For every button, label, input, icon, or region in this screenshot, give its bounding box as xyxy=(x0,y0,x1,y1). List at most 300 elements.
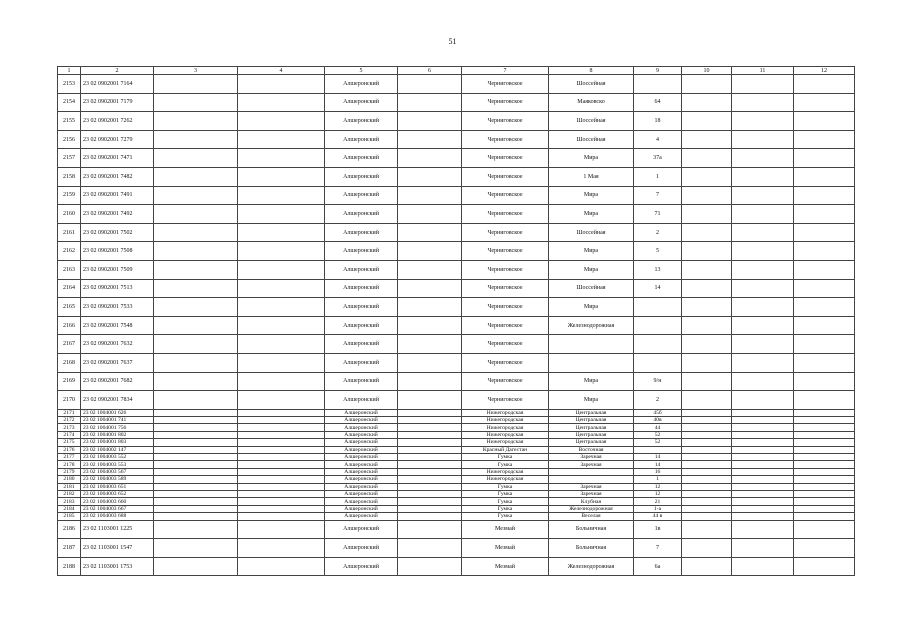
district: Алшеронский xyxy=(325,260,398,279)
house-number: 13 xyxy=(634,260,682,279)
row-number: 2153 xyxy=(58,75,81,94)
settlement: Черниговское xyxy=(462,353,549,372)
street xyxy=(549,353,634,372)
district: Алшеронский xyxy=(325,505,398,512)
cell-col12 xyxy=(794,539,855,558)
house-number: 40в xyxy=(634,417,682,424)
cell-col3 xyxy=(154,483,238,490)
cell-col4 xyxy=(238,468,325,475)
settlement: Черниговское xyxy=(462,93,549,112)
settlement: Нижегородская xyxy=(462,424,549,431)
cell-col10 xyxy=(682,205,732,224)
cell-col10 xyxy=(682,335,732,354)
row-number: 2156 xyxy=(58,130,81,149)
settlement: Черниговское xyxy=(462,205,549,224)
cell-col6 xyxy=(398,498,462,505)
district: Алшеронский xyxy=(325,335,398,354)
cell-col11 xyxy=(732,223,794,242)
row-number: 2180 xyxy=(58,476,81,483)
district: Алшеронский xyxy=(325,490,398,497)
cell-col12 xyxy=(794,454,855,461)
cell-col3 xyxy=(154,513,238,520)
settlement: Черниговское xyxy=(462,279,549,298)
table-row xyxy=(58,112,855,131)
table-row xyxy=(58,539,855,558)
row-number: 2186 xyxy=(58,520,81,539)
cell-col12 xyxy=(794,431,855,438)
cell-col4 xyxy=(238,205,325,224)
row-number: 2173 xyxy=(58,424,81,431)
cell-col3 xyxy=(154,461,238,468)
district: Алшеронский xyxy=(325,417,398,424)
cadastral-code: 23 02 0902001 7502 xyxy=(81,223,154,242)
cell-col6 xyxy=(398,431,462,438)
cell-col3 xyxy=(154,439,238,446)
row-number: 2182 xyxy=(58,490,81,497)
cadastral-code: 23 02 1004003 567 xyxy=(81,468,154,475)
district: Алшеронский xyxy=(325,75,398,94)
house-number: 14 xyxy=(634,279,682,298)
cell-col4 xyxy=(238,520,325,539)
district: Алшеронский xyxy=(325,476,398,483)
house-number: 16 xyxy=(634,468,682,475)
cell-col4 xyxy=(238,75,325,94)
cell-col10 xyxy=(682,409,732,416)
table-row xyxy=(58,468,855,475)
cell-col4 xyxy=(238,298,325,317)
cell-col6 xyxy=(398,513,462,520)
cell-col3 xyxy=(154,353,238,372)
cell-col3 xyxy=(154,454,238,461)
street: Железнодорожная xyxy=(549,316,634,335)
house-number: 1-а xyxy=(634,505,682,512)
cell-col10 xyxy=(682,498,732,505)
cell-col10 xyxy=(682,372,732,391)
house-number: 12 xyxy=(634,490,682,497)
cell-col10 xyxy=(682,431,732,438)
settlement: Черниговское xyxy=(462,298,549,317)
district: Алшеронский xyxy=(325,223,398,242)
table-row xyxy=(58,391,855,410)
house-number: 44 xyxy=(634,424,682,431)
cell-col12 xyxy=(794,498,855,505)
cell-col11 xyxy=(732,93,794,112)
column-header-10: 10 xyxy=(682,67,732,75)
cadastral-code: 23 02 0902001 7492 xyxy=(81,205,154,224)
cell-col11 xyxy=(732,446,794,453)
street: Железнодорожная xyxy=(549,557,634,576)
cell-col3 xyxy=(154,391,238,410)
cadastral-code: 23 02 1004003 660 xyxy=(81,498,154,505)
cadastral-code: 23 02 1004001 803 xyxy=(81,439,154,446)
cell-col4 xyxy=(238,431,325,438)
settlement: Черниговское xyxy=(462,223,549,242)
cell-col3 xyxy=(154,205,238,224)
street: Маяковско xyxy=(549,93,634,112)
cell-col6 xyxy=(398,112,462,131)
cell-col11 xyxy=(732,490,794,497)
cell-col10 xyxy=(682,353,732,372)
cell-col6 xyxy=(398,446,462,453)
row-number: 2171 xyxy=(58,409,81,416)
row-number: 2178 xyxy=(58,461,81,468)
cell-col12 xyxy=(794,167,855,186)
cadastral-code: 23 02 0902001 7471 xyxy=(81,149,154,168)
row-number: 2170 xyxy=(58,391,81,410)
cell-col4 xyxy=(238,454,325,461)
cell-col3 xyxy=(154,279,238,298)
cell-col6 xyxy=(398,316,462,335)
cell-col6 xyxy=(398,130,462,149)
district: Алшеронский xyxy=(325,446,398,453)
cell-col12 xyxy=(794,205,855,224)
table-row xyxy=(58,439,855,446)
cell-col6 xyxy=(398,75,462,94)
district: Алшеронский xyxy=(325,520,398,539)
cell-col12 xyxy=(794,149,855,168)
district: Алшеронский xyxy=(325,298,398,317)
cell-col12 xyxy=(794,439,855,446)
house-number xyxy=(634,446,682,453)
cell-col4 xyxy=(238,391,325,410)
cadastral-code: 23 02 0902001 7632 xyxy=(81,335,154,354)
table-row xyxy=(58,335,855,354)
cell-col6 xyxy=(398,372,462,391)
row-number: 2185 xyxy=(58,513,81,520)
cell-col10 xyxy=(682,468,732,475)
cell-col11 xyxy=(732,468,794,475)
cell-col3 xyxy=(154,468,238,475)
cell-col11 xyxy=(732,260,794,279)
cell-col11 xyxy=(732,439,794,446)
street: Мира xyxy=(549,242,634,261)
cell-col4 xyxy=(238,409,325,416)
cadastral-code: 23 02 0902001 7508 xyxy=(81,242,154,261)
cell-col6 xyxy=(398,439,462,446)
cell-col3 xyxy=(154,505,238,512)
district: Алшеронский xyxy=(325,149,398,168)
cell-col11 xyxy=(732,557,794,576)
table-row xyxy=(58,205,855,224)
cadastral-code: 23 02 1004003 553 xyxy=(81,461,154,468)
cell-col4 xyxy=(238,372,325,391)
district: Алшеронский xyxy=(325,468,398,475)
house-number: 12 xyxy=(634,483,682,490)
cell-col11 xyxy=(732,149,794,168)
cell-col10 xyxy=(682,223,732,242)
cell-col11 xyxy=(732,513,794,520)
row-number: 2157 xyxy=(58,149,81,168)
row-number: 2176 xyxy=(58,446,81,453)
settlement: Нижегородская xyxy=(462,431,549,438)
row-number: 2165 xyxy=(58,298,81,317)
cell-col12 xyxy=(794,316,855,335)
row-number: 2164 xyxy=(58,279,81,298)
cell-col3 xyxy=(154,409,238,416)
cell-col12 xyxy=(794,391,855,410)
street: Шоссейная xyxy=(549,223,634,242)
district: Алшеронский xyxy=(325,186,398,205)
settlement: Мезмай xyxy=(462,520,549,539)
table-row xyxy=(58,446,855,453)
cell-col11 xyxy=(732,539,794,558)
cadastral-code: 23 02 1004003 652 xyxy=(81,490,154,497)
district: Алшеронский xyxy=(325,539,398,558)
house-number: 64 xyxy=(634,93,682,112)
street: Заречная xyxy=(549,483,634,490)
cell-col4 xyxy=(238,279,325,298)
cell-col4 xyxy=(238,539,325,558)
street xyxy=(549,468,634,475)
district: Алшеронский xyxy=(325,557,398,576)
cell-col4 xyxy=(238,490,325,497)
cell-col11 xyxy=(732,167,794,186)
cell-col12 xyxy=(794,446,855,453)
cell-col11 xyxy=(732,520,794,539)
row-number: 2161 xyxy=(58,223,81,242)
cell-col6 xyxy=(398,353,462,372)
district: Алшеронский xyxy=(325,461,398,468)
cell-col4 xyxy=(238,439,325,446)
cell-col11 xyxy=(732,424,794,431)
cadastral-code: 23 02 1103001 1753 xyxy=(81,557,154,576)
table-row xyxy=(58,505,855,512)
cell-col6 xyxy=(398,454,462,461)
street xyxy=(549,476,634,483)
street: Центральная xyxy=(549,409,634,416)
settlement: Черниговское xyxy=(462,242,549,261)
page-number: 51 xyxy=(448,37,457,46)
cell-col10 xyxy=(682,112,732,131)
cadastral-code: 23 02 0902001 7279 xyxy=(81,130,154,149)
settlement: Черниговское xyxy=(462,167,549,186)
cell-col3 xyxy=(154,431,238,438)
district: Алшеронский xyxy=(325,409,398,416)
cell-col6 xyxy=(398,186,462,205)
cadastral-code: 23 02 1004003 589 xyxy=(81,476,154,483)
row-number: 2155 xyxy=(58,112,81,131)
house-number: 4 xyxy=(634,130,682,149)
cell-col4 xyxy=(238,223,325,242)
table-row xyxy=(58,417,855,424)
house-number xyxy=(634,335,682,354)
district: Алшеронский xyxy=(325,353,398,372)
street: Мира xyxy=(549,205,634,224)
cell-col3 xyxy=(154,149,238,168)
row-number: 2181 xyxy=(58,483,81,490)
street: Шоссейная xyxy=(549,279,634,298)
house-number: 5 xyxy=(634,242,682,261)
street: Больничная xyxy=(549,520,634,539)
row-number: 2188 xyxy=(58,557,81,576)
cell-col4 xyxy=(238,112,325,131)
cell-col4 xyxy=(238,335,325,354)
house-number: 52 xyxy=(634,431,682,438)
table-row xyxy=(58,520,855,539)
cadastral-code: 23 02 0902001 7533 xyxy=(81,298,154,317)
cell-col4 xyxy=(238,446,325,453)
cell-col11 xyxy=(732,75,794,94)
settlement: Черниговское xyxy=(462,149,549,168)
table-row xyxy=(58,353,855,372)
cell-col12 xyxy=(794,490,855,497)
street: Шоссейная xyxy=(549,75,634,94)
row-number: 2175 xyxy=(58,439,81,446)
cell-col4 xyxy=(238,242,325,261)
table-row xyxy=(58,483,855,490)
house-number: 52 xyxy=(634,439,682,446)
row-number: 2179 xyxy=(58,468,81,475)
house-number: 21 xyxy=(634,498,682,505)
cadastral-code: 23 02 0902001 7509 xyxy=(81,260,154,279)
cell-col12 xyxy=(794,279,855,298)
cell-col11 xyxy=(732,186,794,205)
cell-col10 xyxy=(682,476,732,483)
district: Алшеронский xyxy=(325,167,398,186)
cell-col4 xyxy=(238,167,325,186)
table-row xyxy=(58,130,855,149)
district: Алшеронский xyxy=(325,112,398,131)
cell-col11 xyxy=(732,505,794,512)
street xyxy=(549,335,634,354)
cell-col3 xyxy=(154,335,238,354)
house-number: 71 xyxy=(634,205,682,224)
cell-col6 xyxy=(398,205,462,224)
table-row xyxy=(58,513,855,520)
cell-col10 xyxy=(682,260,732,279)
settlement: Нижегородская xyxy=(462,439,549,446)
row-number: 2160 xyxy=(58,205,81,224)
cell-col12 xyxy=(794,476,855,483)
street: Восточная xyxy=(549,446,634,453)
header-row xyxy=(58,67,855,75)
house-number xyxy=(634,298,682,317)
cell-col12 xyxy=(794,417,855,424)
cadastral-code: 23 02 1004002 147 xyxy=(81,446,154,453)
cell-col6 xyxy=(398,260,462,279)
row-number: 2154 xyxy=(58,93,81,112)
district: Алшеронский xyxy=(325,279,398,298)
cell-col4 xyxy=(238,130,325,149)
cell-col6 xyxy=(398,539,462,558)
street: Больничная xyxy=(549,539,634,558)
row-number: 2159 xyxy=(58,186,81,205)
district: Алшеронский xyxy=(325,93,398,112)
cell-col6 xyxy=(398,335,462,354)
table-row xyxy=(58,498,855,505)
cell-col11 xyxy=(732,353,794,372)
house-number: 1в xyxy=(634,520,682,539)
street: Центральная xyxy=(549,431,634,438)
table-row xyxy=(58,75,855,94)
house-number xyxy=(634,316,682,335)
cadastral-code: 23 02 1004001 802 xyxy=(81,431,154,438)
cell-col11 xyxy=(732,372,794,391)
cell-col10 xyxy=(682,539,732,558)
cadastral-code: 23 02 0902001 7262 xyxy=(81,112,154,131)
cell-col12 xyxy=(794,513,855,520)
street: Шоссейная xyxy=(549,112,634,131)
cell-col12 xyxy=(794,223,855,242)
house-number: 1 xyxy=(634,167,682,186)
cadastral-code: 23 02 0902001 7482 xyxy=(81,167,154,186)
cell-col3 xyxy=(154,130,238,149)
district: Алшеронский xyxy=(325,439,398,446)
settlement: Гумка xyxy=(462,454,549,461)
cell-col4 xyxy=(238,505,325,512)
cell-col6 xyxy=(398,93,462,112)
cell-col6 xyxy=(398,223,462,242)
table-row xyxy=(58,557,855,576)
column-header-12: 12 xyxy=(794,67,855,75)
cell-col10 xyxy=(682,186,732,205)
cadastral-code: 23 02 1004001 626 xyxy=(81,409,154,416)
cell-col3 xyxy=(154,260,238,279)
settlement: Черниговское xyxy=(462,316,549,335)
district: Алшеронский xyxy=(325,205,398,224)
cell-col6 xyxy=(398,468,462,475)
column-header-8: 8 xyxy=(549,67,634,75)
table-row xyxy=(58,298,855,317)
street: Центральная xyxy=(549,439,634,446)
settlement: Гумка xyxy=(462,483,549,490)
cell-col3 xyxy=(154,498,238,505)
row-number: 2187 xyxy=(58,539,81,558)
house-number xyxy=(634,75,682,94)
cell-col4 xyxy=(238,353,325,372)
cadastral-code: 23 02 1004001 756 xyxy=(81,424,154,431)
street: Заречная xyxy=(549,490,634,497)
settlement: Гумка xyxy=(462,490,549,497)
street: Заречная xyxy=(549,461,634,468)
house-number: 7 xyxy=(634,539,682,558)
cadastral-code: 23 02 1004003 667 xyxy=(81,505,154,512)
cell-col4 xyxy=(238,513,325,520)
street: Клубная xyxy=(549,498,634,505)
settlement: Черниговское xyxy=(462,372,549,391)
cell-col6 xyxy=(398,483,462,490)
cell-col10 xyxy=(682,279,732,298)
table-row xyxy=(58,372,855,391)
column-header-4: 4 xyxy=(238,67,325,75)
house-number xyxy=(634,353,682,372)
cell-col12 xyxy=(794,335,855,354)
cell-col10 xyxy=(682,130,732,149)
street: Центральная xyxy=(549,424,634,431)
cell-col6 xyxy=(398,242,462,261)
house-number: 1 xyxy=(634,476,682,483)
cell-col11 xyxy=(732,476,794,483)
district: Алшеронский xyxy=(325,431,398,438)
column-header-9: 9 xyxy=(634,67,682,75)
cell-col12 xyxy=(794,424,855,431)
cell-col10 xyxy=(682,167,732,186)
settlement: Черниговское xyxy=(462,75,549,94)
settlement: Нижегородская xyxy=(462,409,549,416)
cadastral-code: 23 02 0902001 7179 xyxy=(81,93,154,112)
row-number: 2184 xyxy=(58,505,81,512)
cell-col12 xyxy=(794,372,855,391)
house-number: 2 xyxy=(634,223,682,242)
table-row xyxy=(58,454,855,461)
cadastral-code: 23 02 1103001 1547 xyxy=(81,539,154,558)
cell-col12 xyxy=(794,353,855,372)
cell-col10 xyxy=(682,454,732,461)
cell-col10 xyxy=(682,446,732,453)
table-row xyxy=(58,431,855,438)
cell-col6 xyxy=(398,461,462,468)
cell-col10 xyxy=(682,520,732,539)
